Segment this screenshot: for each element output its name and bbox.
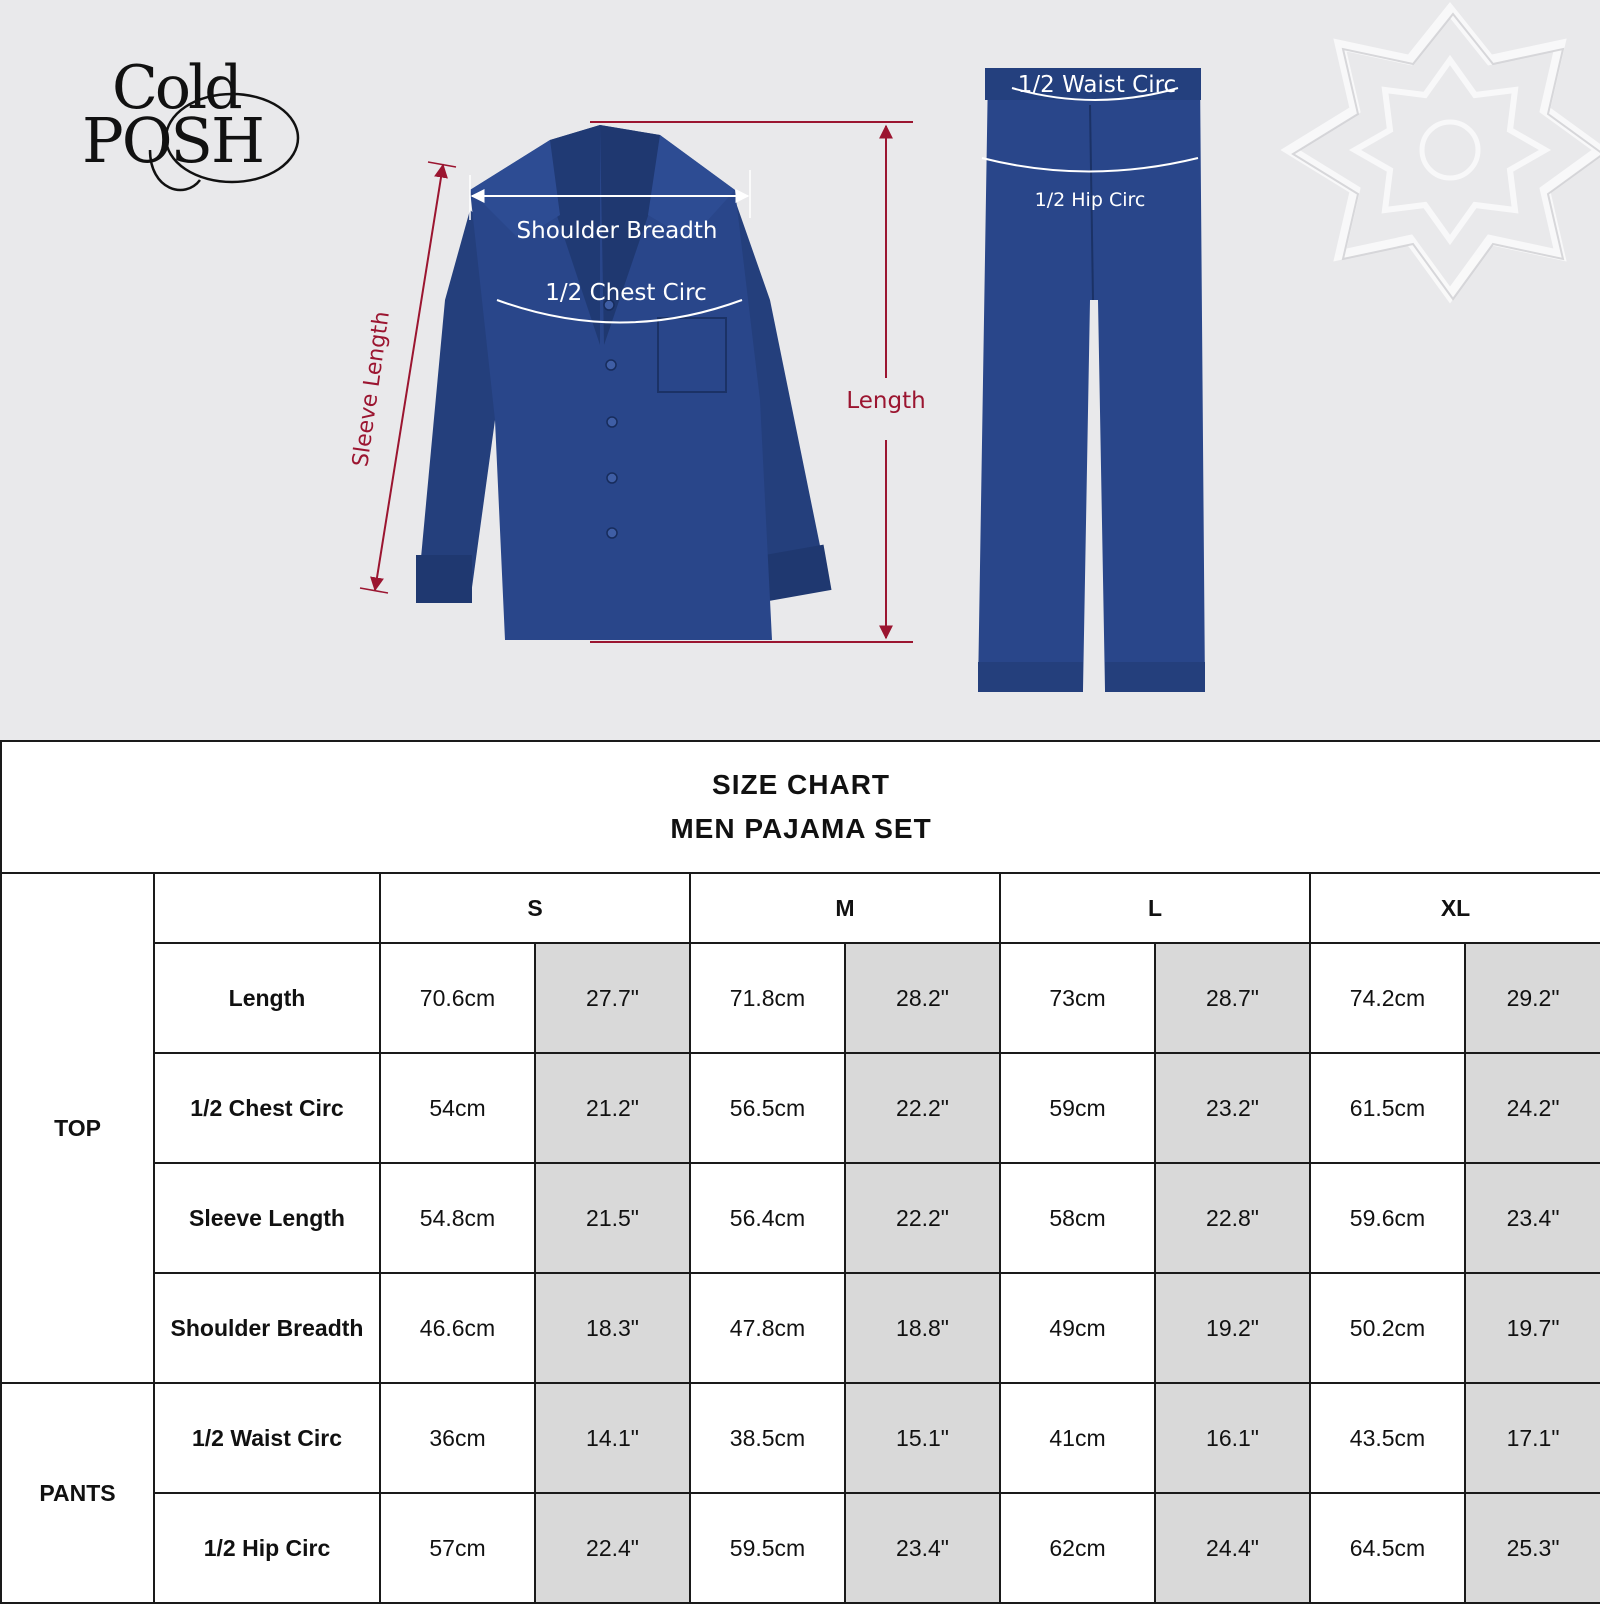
value-cm: 71.8cm xyxy=(690,943,845,1053)
value-inch: 25.3" xyxy=(1465,1493,1600,1603)
size-header-row xyxy=(1,873,1600,943)
value-cm: 59.6cm xyxy=(1310,1163,1465,1273)
value-cm: 41cm xyxy=(1000,1383,1155,1493)
measurement-label: 1/2 Hip Circ xyxy=(154,1493,380,1603)
value-cm: 47.8cm xyxy=(690,1273,845,1383)
size-chart-title xyxy=(1,741,1600,873)
group-label-top: TOP xyxy=(1,873,154,1383)
hip-label: 1/2 Hip Circ xyxy=(1034,189,1146,211)
value-inch: 21.2" xyxy=(535,1053,690,1163)
product-illustration xyxy=(0,0,1600,740)
value-cm: 46.6cm xyxy=(380,1273,535,1383)
value-cm: 61.5cm xyxy=(1310,1053,1465,1163)
size-chart-table xyxy=(0,740,1600,1604)
measurement-label: Shoulder Breadth xyxy=(154,1273,380,1383)
value-cm: 56.5cm xyxy=(690,1053,845,1163)
chart-title-line2: MEN PAJAMA SET xyxy=(670,813,932,844)
value-inch: 24.2" xyxy=(1465,1053,1600,1163)
table-row xyxy=(1,1493,1600,1603)
value-inch: 21.5" xyxy=(535,1163,690,1273)
value-inch: 19.2" xyxy=(1155,1273,1310,1383)
table-row xyxy=(1,1053,1600,1163)
value-cm: 49cm xyxy=(1000,1273,1155,1383)
value-inch: 15.1" xyxy=(845,1383,1000,1493)
value-cm: 59.5cm xyxy=(690,1493,845,1603)
size-chart xyxy=(0,740,1600,1600)
value-inch: 16.1" xyxy=(1155,1383,1310,1493)
value-inch: 24.4" xyxy=(1155,1493,1310,1603)
value-inch: 19.7" xyxy=(1465,1273,1600,1383)
group-label-pants: PANTS xyxy=(1,1383,154,1603)
size-header-xl: XL xyxy=(1310,873,1600,943)
value-inch: 18.3" xyxy=(535,1273,690,1383)
value-cm: 36cm xyxy=(380,1383,535,1493)
svg-text:POSH: POSH xyxy=(82,104,264,177)
shoulder-breadth-label: Shoulder Breadth xyxy=(516,218,718,244)
sleeve-length-label: Sleeve Length xyxy=(348,309,395,469)
value-cm: 70.6cm xyxy=(380,943,535,1053)
value-cm: 74.2cm xyxy=(1310,943,1465,1053)
measurement-diagram xyxy=(0,0,1600,740)
value-inch: 17.1" xyxy=(1465,1383,1600,1493)
size-header-m: M xyxy=(690,873,1000,943)
value-inch: 22.8" xyxy=(1155,1163,1310,1273)
length-label: Length xyxy=(846,388,926,414)
ornament-icon xyxy=(1290,10,1600,295)
pants-illustration xyxy=(978,68,1205,692)
measurement-label: Sleeve Length xyxy=(154,1163,380,1273)
table-row xyxy=(1,1273,1600,1383)
value-inch: 28.2" xyxy=(845,943,1000,1053)
value-cm: 56.4cm xyxy=(690,1163,845,1273)
shirt-illustration xyxy=(416,125,831,640)
value-inch: 22.4" xyxy=(535,1493,690,1603)
svg-text:Cold: Cold xyxy=(112,53,240,123)
size-header-s: S xyxy=(380,873,690,943)
value-inch: 18.8" xyxy=(845,1273,1000,1383)
value-cm: 50.2cm xyxy=(1310,1273,1465,1383)
value-inch: 27.7" xyxy=(535,943,690,1053)
value-cm: 54cm xyxy=(380,1053,535,1163)
value-inch: 22.2" xyxy=(845,1053,1000,1163)
size-header-l: L xyxy=(1000,873,1310,943)
value-cm: 64.5cm xyxy=(1310,1493,1465,1603)
waist-label: 1/2 Waist Circ xyxy=(1017,72,1177,98)
value-cm: 73cm xyxy=(1000,943,1155,1053)
value-inch: 23.4" xyxy=(1465,1163,1600,1273)
header-blank-cell xyxy=(154,873,380,943)
value-cm: 43.5cm xyxy=(1310,1383,1465,1493)
value-inch: 23.4" xyxy=(845,1493,1000,1603)
value-inch: 22.2" xyxy=(845,1163,1000,1273)
value-cm: 54.8cm xyxy=(380,1163,535,1273)
value-inch: 23.2" xyxy=(1155,1053,1310,1163)
chart-title-line1: SIZE CHART xyxy=(712,769,891,800)
value-cm: 59cm xyxy=(1000,1053,1155,1163)
table-row xyxy=(1,1383,1600,1493)
measurement-label: Length xyxy=(154,943,380,1053)
value-cm: 38.5cm xyxy=(690,1383,845,1493)
brand-logo xyxy=(82,53,298,190)
measurement-label: 1/2 Waist Circ xyxy=(154,1383,380,1493)
measurement-label: 1/2 Chest Circ xyxy=(154,1053,380,1163)
value-inch: 29.2" xyxy=(1465,943,1600,1053)
value-cm: 58cm xyxy=(1000,1163,1155,1273)
value-inch: 28.7" xyxy=(1155,943,1310,1053)
chest-label: 1/2 Chest Circ xyxy=(545,280,707,306)
table-row xyxy=(1,943,1600,1053)
value-inch: 14.1" xyxy=(535,1383,690,1493)
value-cm: 57cm xyxy=(380,1493,535,1603)
table-row xyxy=(1,1163,1600,1273)
value-cm: 62cm xyxy=(1000,1493,1155,1603)
